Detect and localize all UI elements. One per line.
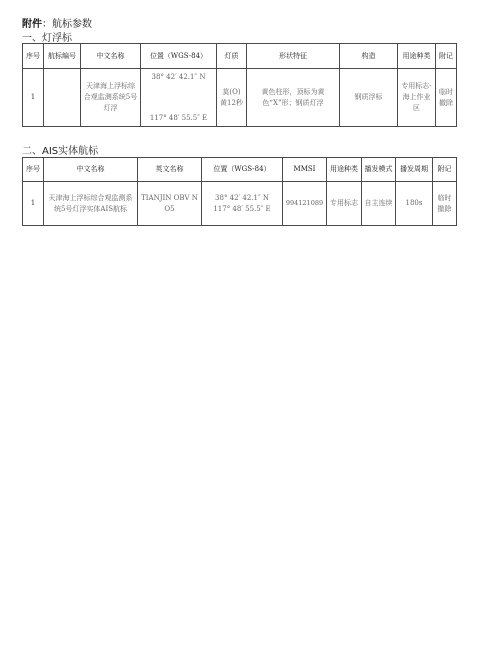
header-en-name: 英文名称 bbox=[138, 158, 202, 182]
header-note: 附记 bbox=[436, 44, 457, 69]
header-index: 序号 bbox=[23, 158, 44, 182]
cell-usage: 专用标志 bbox=[327, 182, 362, 226]
position-lat: 38° 42′ 42.1″ N bbox=[215, 193, 269, 202]
header-usage: 用途种类 bbox=[398, 44, 436, 69]
position-lon: 117° 48′ 55.5″ E bbox=[213, 204, 271, 213]
cell-note: 临时撤除 bbox=[433, 182, 457, 226]
header-position: 位置（WGS-84） bbox=[141, 44, 217, 69]
header-cn-name: 中文名称 bbox=[81, 44, 141, 69]
cell-position bbox=[141, 69, 217, 127]
table-row bbox=[23, 182, 457, 226]
page-title-bold: 附件 bbox=[22, 19, 42, 30]
page-title bbox=[22, 15, 92, 30]
header-usage: 用途种类 bbox=[327, 158, 362, 182]
page-title-rest: ：航标参数 bbox=[42, 19, 92, 30]
cell-mode: 自主连续 bbox=[362, 182, 396, 226]
ais-table-header-row bbox=[23, 158, 457, 182]
header-light: 灯质 bbox=[217, 44, 247, 69]
header-index: 序号 bbox=[23, 44, 44, 69]
section-heading-ais: 二、AIS实体航标 bbox=[22, 146, 99, 157]
header-cn-name: 中文名称 bbox=[44, 158, 138, 182]
cell-position bbox=[202, 182, 283, 226]
cell-code bbox=[44, 69, 81, 127]
section-heading-buoy: 一、灯浮标 bbox=[22, 33, 72, 44]
header-shape: 形状特征 bbox=[247, 44, 340, 69]
buoy-table bbox=[22, 43, 457, 127]
header-mode: 播发模式 bbox=[362, 158, 396, 182]
table-row bbox=[23, 69, 457, 127]
header-code: 航标编号 bbox=[44, 44, 81, 69]
header-mmsi: MMSI bbox=[283, 158, 327, 182]
ais-table bbox=[22, 157, 457, 226]
cell-index: 1 bbox=[23, 182, 44, 226]
header-period: 播发周期 bbox=[396, 158, 433, 182]
cell-light: 莫(O)黄12秒 bbox=[217, 69, 247, 127]
position-lat: 38° 42′ 42.1″ N bbox=[151, 73, 206, 81]
header-note: 附记 bbox=[433, 158, 457, 182]
cell-usage: 专用标志-海上作业区 bbox=[398, 69, 436, 127]
cell-cn-name: 天津海上浮标综合观监测系统5号灯浮 bbox=[81, 69, 141, 127]
buoy-table-header-row bbox=[23, 44, 457, 69]
cell-shape: 黄色柱形，顶标为黄色“X”形；钢质灯浮 bbox=[247, 69, 340, 127]
cell-cn-name: 天津海上浮标综合观监测系统5号灯浮实体AIS航标 bbox=[44, 182, 138, 226]
cell-build: 钢质浮标 bbox=[340, 69, 398, 127]
cell-en-name: TIANJIN OBV NO5 bbox=[138, 182, 202, 226]
header-build: 构造 bbox=[340, 44, 398, 69]
cell-note: 临时撤除 bbox=[436, 69, 457, 127]
cell-index: 1 bbox=[23, 69, 44, 127]
cell-mmsi: 994121089 bbox=[283, 182, 327, 226]
position-lon: 117° 48′ 55.5″ E bbox=[149, 114, 208, 123]
header-position: 位置（WGS-84） bbox=[202, 158, 283, 182]
cell-period: 180s bbox=[396, 182, 433, 226]
